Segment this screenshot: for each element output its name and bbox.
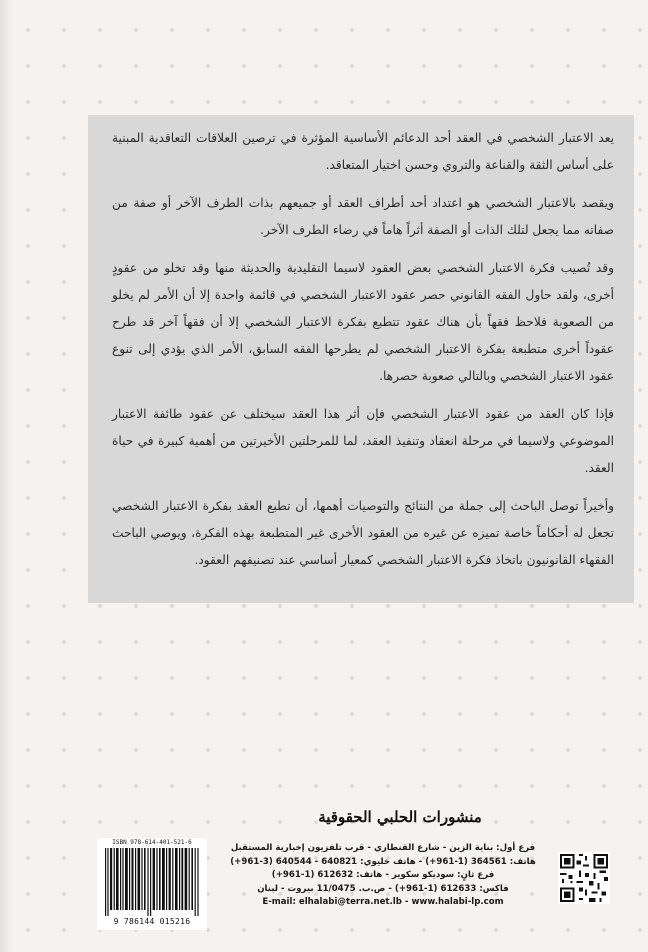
synopsis-paragraph-5: وأخيراً توصل الباحث إلى جملة من النتائج والتوصيات أهمها، أن تطبع العقد بفكرة الاعتبار الشخصي تجعل له أحكاماً خاصة تميزه عن غيره من العقود الأخرى غير المتطبعة بهذه الفكرة، ويوصي الباحث الفقهاء القانونيون باتخاذ فكرة الاعتبار الشخصي كمعيار أساسي عند تصنيفهم العقود. <box>112 499 614 567</box>
barcode-bars-icon <box>105 848 199 916</box>
synopsis-paragraph-1: يعد الاعتبار الشخصي في العقد أحد الدعائم الأساسية المؤثرة في ترصين العلاقات التعاقدية المبنية على أساس الثقة والقناعة والتروي وحسن اختيار المتعاقد. <box>112 131 614 172</box>
synopsis-paragraph-4: فإذا كان العقد من عقود الاعتبار الشخصي فإن أثر هذا العقد سيختلف عن عقود طائفة الاعتبار الموضوعي ولاسيما في مرحلة انعقاد وتنفيذ العقد، لما للمرحلتين الأخيرتين من أهمية كبيرة في حياة العقد. <box>112 407 614 475</box>
isbn-number: ISBN 978-614-401-521-6 <box>112 839 192 846</box>
publisher-logo: منشورات الحلبي الحقوقية <box>318 808 482 826</box>
synopsis-paragraph-2: ويقصد بالاعتبار الشخصي هو اعتداد أحد أطراف العقد أو جميعهم بذات الطرف الآخر أو صفة من صفاته مما يجعل لتلك الذات أو الصفة أثراً هاماً في رضاء الطرف الآخر. <box>112 196 614 237</box>
publisher-address <box>218 842 548 910</box>
address-line-2: هاتف: 364561 (1-961+) - هاتف خليوي: 640821 - 640544 (3-961+) <box>230 856 536 867</box>
synopsis-paragraph-3: وقد تُصيب فكرة الاعتبار الشخصي بعض العقود لاسيما التقليدية والحديثة منها وقد تخلو من عقودٍ أخرى، ولقد حاول الفقه القانوني حصر عقود الاعتبار الشخصي في قائمة واحدة إلا أن الأمر لم يخلو من الصعوبة فلاحظ فقهاً بأن هناك عقود تتطبع بفكرة الاعتبار الشخصي إلا أن فقهاً آخر قد طرح عقوداً أخرى متطبعة بفكرة الاعتبار الشخصي لم يطرحها الفقه السابق، الأمر الذي يؤدي إلى تنوع عقود الاعتبار الشخصي وبالتالي صعوبة حصرها. <box>112 261 614 383</box>
address-line-4: فاكس: 612633 (1-961+) - ص.ب. 11/0475 بيروت - لبنان <box>257 883 509 894</box>
synopsis-panel <box>88 115 634 603</box>
isbn-barcode <box>97 838 207 930</box>
contact-line: E-mail: elhalabi@terra.net.lb - www.halabi-lp.com <box>262 897 504 908</box>
spine-edge <box>0 0 12 952</box>
qr-code-icon <box>558 852 610 904</box>
address-line-1: فرع أول: بناية الزين - شارع القنطاري - قرب تلفزيون إخبارية المستقبل <box>230 843 536 853</box>
barcode-digits: 9 786144 015216 <box>113 917 191 926</box>
address-line-3: فرع ثانٍ: سوديكو سكوير - هاتف: 612632 (1-961+) <box>271 870 495 881</box>
